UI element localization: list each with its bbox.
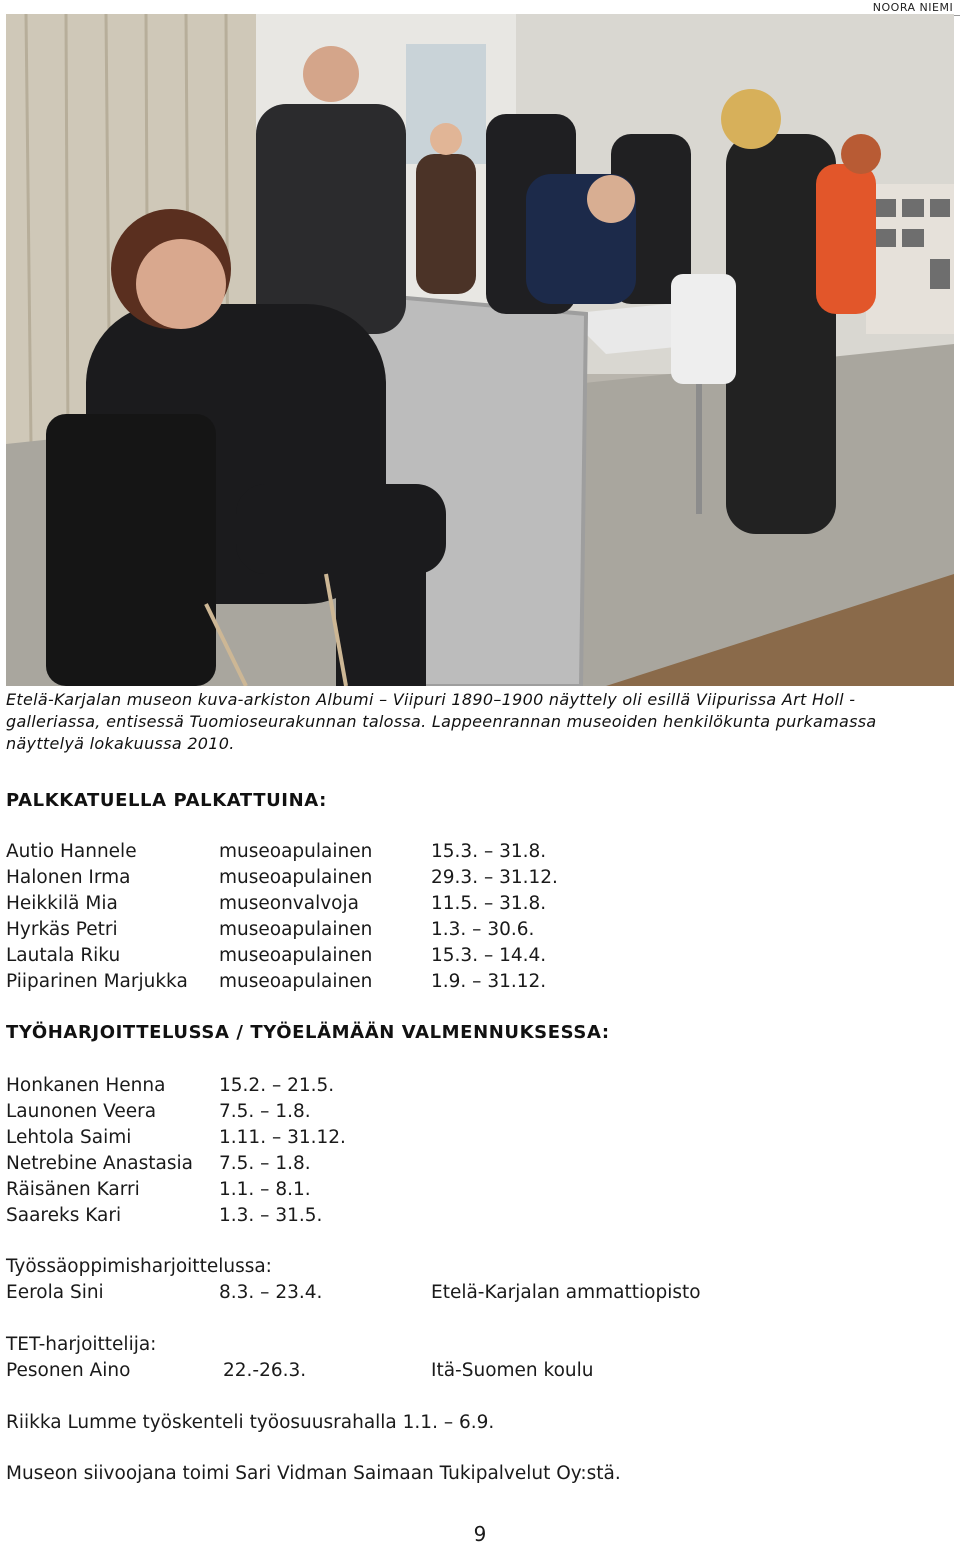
employee-role: museoapulainen — [219, 945, 373, 966]
employee-period: 29.3. – 31.12. — [431, 867, 558, 888]
tet-title: TET-harjoittelija: — [6, 1334, 157, 1355]
employee-name: Piiparinen Marjukka — [6, 971, 188, 992]
employee-name: Lautala Riku — [6, 945, 121, 966]
employee-name: Heikkilä Mia — [6, 893, 118, 914]
trainee-period: 1.11. – 31.12. — [219, 1127, 346, 1148]
paid-section-title: PALKKATUELLA PALKATTUINA: — [6, 790, 327, 811]
exhibition-photo — [6, 14, 954, 686]
photo-illustration — [6, 14, 954, 686]
employee-period: 15.3. – 31.8. — [431, 841, 547, 862]
trainee-period: 7.5. – 1.8. — [219, 1153, 311, 1174]
apprenticeship-title: Työssäoppimisharjoittelussa: — [6, 1256, 272, 1277]
tet-school: Itä-Suomen koulu — [431, 1360, 594, 1381]
trainee-period: 1.1. – 8.1. — [219, 1179, 311, 1200]
trainee-period: 15.2. – 21.5. — [219, 1075, 335, 1096]
tet-period: 22.-26.3. — [223, 1360, 307, 1381]
training-section-title: TYÖHARJOITTELUSSA / TYÖELÄMÄÄN VALMENNUKSESSA: — [6, 1022, 610, 1043]
trainee-period: 1.3. – 31.5. — [219, 1205, 323, 1226]
employee-role: museonvalvoja — [219, 893, 359, 914]
employee-name: Halonen Irma — [6, 867, 131, 888]
employee-period: 11.5. – 31.8. — [431, 893, 547, 914]
trainee-name: Räisänen Karri — [6, 1179, 140, 1200]
employee-period: 1.9. – 31.12. — [431, 971, 547, 992]
photographer-credit: NOORA NIEMI — [866, 0, 960, 16]
photo-caption: Etelä-Karjalan museon kuva-arkiston Albumi – Viipuri 1890–1900 näyttely oli esillä Viipurissa Art Holl -galleriassa, entisessä Tuomioseurakunnan talossa. Lappeenrannan museoiden henkilökunta purkamassa näyttelyä lokakuussa 2010. — [6, 690, 877, 753]
trainee-name: Saareks Kari — [6, 1205, 122, 1226]
apprentice-name: Eerola Sini — [6, 1282, 104, 1303]
employee-role: museoapulainen — [219, 971, 373, 992]
employee-role: museoapulainen — [219, 919, 373, 940]
page-number: 9 — [473, 1522, 487, 1546]
employee-period: 1.3. – 30.6. — [431, 919, 535, 940]
tet-name: Pesonen Aino — [6, 1360, 131, 1381]
employee-period: 15.3. – 14.4. — [431, 945, 547, 966]
trainee-name: Launonen Veera — [6, 1101, 157, 1122]
trainee-name: Netrebine Anastasia — [6, 1153, 193, 1174]
employee-name: Autio Hannele — [6, 841, 137, 862]
employee-role: museoapulainen — [219, 867, 373, 888]
note-line: Riikka Lumme työskenteli työosuusrahalla 1.1. – 6.9. — [6, 1412, 495, 1433]
employee-role: museoapulainen — [219, 841, 373, 862]
apprentice-school: Etelä-Karjalan ammattiopisto — [431, 1282, 701, 1303]
trainee-name: Lehtola Saimi — [6, 1127, 132, 1148]
employee-name: Hyrkäs Petri — [6, 919, 118, 940]
note-line: Museon siivoojana toimi Sari Vidman Saimaan Tukipalvelut Oy:stä. — [6, 1463, 621, 1484]
trainee-period: 7.5. – 1.8. — [219, 1101, 311, 1122]
apprentice-period: 8.3. – 23.4. — [219, 1282, 323, 1303]
trainee-name: Honkanen Henna — [6, 1075, 166, 1096]
